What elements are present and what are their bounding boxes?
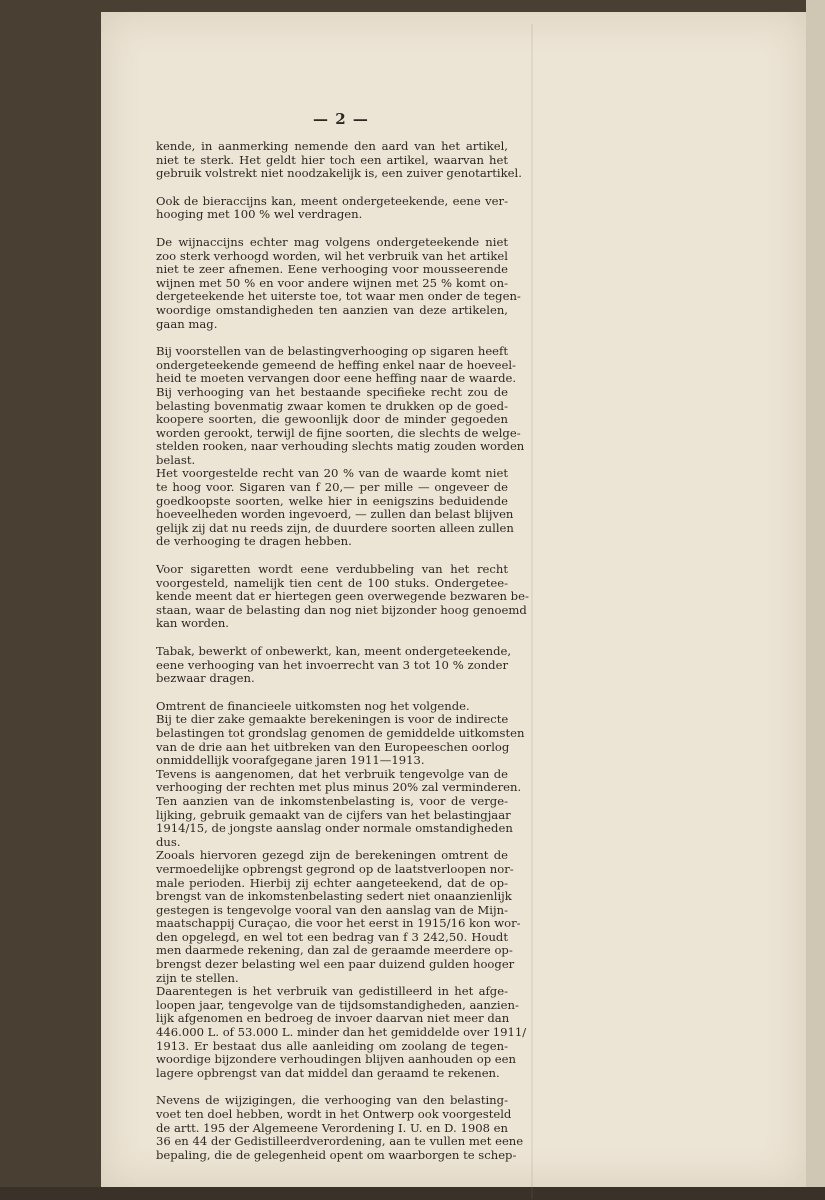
text-line: Het voorgestelde recht van 20 % van de waarde komt niet xyxy=(156,466,508,481)
text-line: voorgesteld, namelijk tien cent de 100 stuks. Ondergetee- xyxy=(156,575,508,590)
paragraph xyxy=(156,344,517,386)
text-line: Ook de bieraccijns kan, meent ondergeteekende, eene ver- xyxy=(156,193,508,208)
page-number: — 2 — xyxy=(313,110,369,128)
text-line: stelden rooken, naar verhouding slechts matig zouden worden xyxy=(156,439,525,454)
text-line: maatschappij Curaçao, die voor het eerst in 1915/16 kon wor- xyxy=(156,916,521,931)
text-line: belast. xyxy=(156,452,196,467)
text-line: zijn te stellen. xyxy=(156,970,239,985)
paragraph xyxy=(156,562,529,631)
paragraph xyxy=(156,766,522,795)
text-line: hooging met 100 % wel verdragen. xyxy=(156,207,363,222)
text-line: lagere opbrengst van dat middel dan geraamd te rekenen. xyxy=(156,1065,500,1080)
text-line: verhooging der rechten met plus minus 20% zal verminderen. xyxy=(156,780,522,795)
text-line: lijking, gebruik gemaakt van de cijfers van het belastingjaar xyxy=(156,807,511,822)
text-line: te hoog voor. Sigaren van f 20,— per mille — ongeveer de xyxy=(156,480,508,495)
paragraph xyxy=(156,234,521,331)
text-line: gaan mag. xyxy=(156,316,218,331)
text-line: Nevens de wijzigingen, die verhooging van den belasting- xyxy=(156,1093,508,1108)
text-line: 446.000 L. of 53.000 L. minder dan het gemiddelde over 1911/ xyxy=(156,1025,527,1040)
text-line: Ten aanzien van de inkomstenbelasting is, voor de verge- xyxy=(156,793,508,808)
paragraph xyxy=(156,195,508,222)
text-line: de verhooging te dragen hebben. xyxy=(156,534,352,549)
text-line: gestegen is tengevolge vooral van den aanslag van de Mijn- xyxy=(156,902,508,917)
text-line: onmiddellijk voorafgegane jaren 1911—1913. xyxy=(156,753,425,768)
adjacent-page-edge xyxy=(806,0,825,1200)
text-line: 36 en 44 der Gedistilleerdverordening, aan te vullen met eene xyxy=(156,1134,524,1149)
paragraph xyxy=(156,712,525,768)
text-line: voet ten doel hebben, wordt in het Ontwerp ook voorgesteld xyxy=(156,1107,512,1121)
text-line: belastingen tot grondslag genomen de gemiddelde uitkomsten xyxy=(156,725,525,740)
text-line: de artt. 195 der Algemeene Verordening I. U. en D. 1908 en xyxy=(156,1120,508,1135)
text-line: worden gerookt, terwijl de fijne soorten, die slechts de welge- xyxy=(156,425,521,440)
text-line: eene verhooging van het invoerrecht van 3 tot 10 % zonder xyxy=(156,657,508,672)
text-line: woordige omstandigheden ten aanzien van deze artikelen, xyxy=(156,302,508,317)
text-line: Zooals hiervoren gezegd zijn de berekeningen omtrent de xyxy=(156,848,508,863)
paragraph xyxy=(156,384,525,468)
text-line: kan worden. xyxy=(156,616,229,631)
text-line: gebruik volstrekt niet noodzakelijk is, een zuiver genotartikel. xyxy=(156,166,522,181)
text-line: goedkoopste soorten, welke hier in eenigszins beduidende xyxy=(156,493,508,508)
page-fold-crease xyxy=(531,24,533,1199)
text-line: Omtrent de financieele uitkomsten nog het volgende. xyxy=(156,698,470,713)
text-line: brengst dezer belasting wel een paar duizend gulden hooger xyxy=(156,957,515,972)
text-line: kende meent dat er hiertegen geen overwegende bezwaren be- xyxy=(156,589,529,604)
text-line: lijk afgenomen en bedroeg de invoer daarvan niet meer dan xyxy=(156,1011,510,1026)
paragraph xyxy=(156,984,527,1080)
paragraph xyxy=(156,793,513,849)
text-line: hoeveelheden worden ingevoerd, — zullen dan belast blijven xyxy=(156,507,514,522)
text-line: dergeteekende het uiterste toe, tot waar men onder de tegen- xyxy=(156,289,521,304)
text-line: niet te sterk. Het geldt hier toch een artikel, waarvan het xyxy=(156,152,508,167)
text-line: ondergeteekende gemeend de heffing enkel naar de hoeveel- xyxy=(156,357,516,372)
text-line: De wijnaccijns echter mag volgens ondergeteekende niet xyxy=(156,234,508,249)
text-line: Tabak, bewerkt of onbewerkt, kan, meent ondergeteekende, xyxy=(156,644,512,658)
paragraph xyxy=(156,644,512,686)
text-line: bezwaar dragen. xyxy=(156,671,255,686)
paragraph xyxy=(156,700,508,714)
text-line: dus. xyxy=(156,834,181,849)
text-line: den opgelegd, en wel tot een bedrag van f 3 242,50. Houdt xyxy=(156,929,508,944)
text-line: Tevens is aangenomen, dat het verbruik tengevolge van de xyxy=(156,766,508,781)
text-line: Daarentegen is het verbruik van gedistilleerd in het afge- xyxy=(156,984,508,999)
text-line: wijnen met 50 % en voor andere wijnen met 25 % komt on- xyxy=(156,275,508,290)
text-line: Bij voorstellen van de belastingverhooging op sigaren heeft xyxy=(156,344,508,359)
text-line: loopen jaar, tengevolge van de tijdsomstandigheden, aanzien- xyxy=(156,997,519,1012)
text-line: men daarmede rekening, dan zal de geraamde meerdere op- xyxy=(156,943,513,958)
paragraph xyxy=(156,848,521,985)
text-line: gelijk zij dat nu reeds zijn, de duurdere soorten alleen zullen xyxy=(156,520,514,535)
text-line: heid te moeten vervangen door eene heffing naar de waarde. xyxy=(156,371,517,386)
text-line: bepaling, die de gelegenheid opent om waarborgen te schep- xyxy=(156,1147,517,1162)
paragraph xyxy=(156,1093,524,1162)
text-line: male perioden. Hierbij zij echter aangeteekend, dat de op- xyxy=(156,875,508,890)
text-line: Voor sigaretten wordt eene verdubbeling van het recht xyxy=(156,562,508,577)
text-line: brengst van de inkomstenbelasting sedert niet onaanzienlijk xyxy=(156,889,512,904)
text-line: koopere soorten, die gewoonlijk door de minder gegoeden xyxy=(156,412,508,427)
text-line: zoo sterk verhoogd worden, wil het verbruik van het artikel xyxy=(156,248,508,263)
paragraph xyxy=(156,139,522,181)
scan-background-bottom xyxy=(0,1187,825,1200)
text-line: Bij verhooging van het bestaande specifieke recht zou de xyxy=(156,384,508,399)
text-line: van de drie aan het uitbreken van den Europeeschen oorlog xyxy=(156,739,510,754)
text-line: vermoedelijke opbrengst gegrond op de laatstverloopen nor- xyxy=(156,861,514,876)
text-line: Bij te dier zake gemaakte berekeningen is voor de indirecte xyxy=(156,712,509,727)
text-line: woordige bijzondere verhoudingen blijven aanhouden op een xyxy=(156,1052,516,1067)
paragraph xyxy=(156,466,514,549)
text-line: kende, in aanmerking nemende den aard van het artikel, xyxy=(156,139,508,153)
text-line: belasting bovenmatig zwaar komen te drukken op de goed- xyxy=(156,398,508,413)
body-text xyxy=(156,139,529,1176)
text-line: 1913. Er bestaat dus alle aanleiding om zoolang de tegen- xyxy=(156,1038,508,1053)
text-line: staan, waar de belasting dan nog niet bijzonder hoog genoemd xyxy=(156,602,527,617)
text-line: 1914/15, de jongste aanslag onder normale omstandigheden xyxy=(156,821,513,836)
text-line: niet te zeer afnemen. Eene verhooging voor mousseerende xyxy=(156,262,508,277)
document-page xyxy=(101,12,806,1187)
